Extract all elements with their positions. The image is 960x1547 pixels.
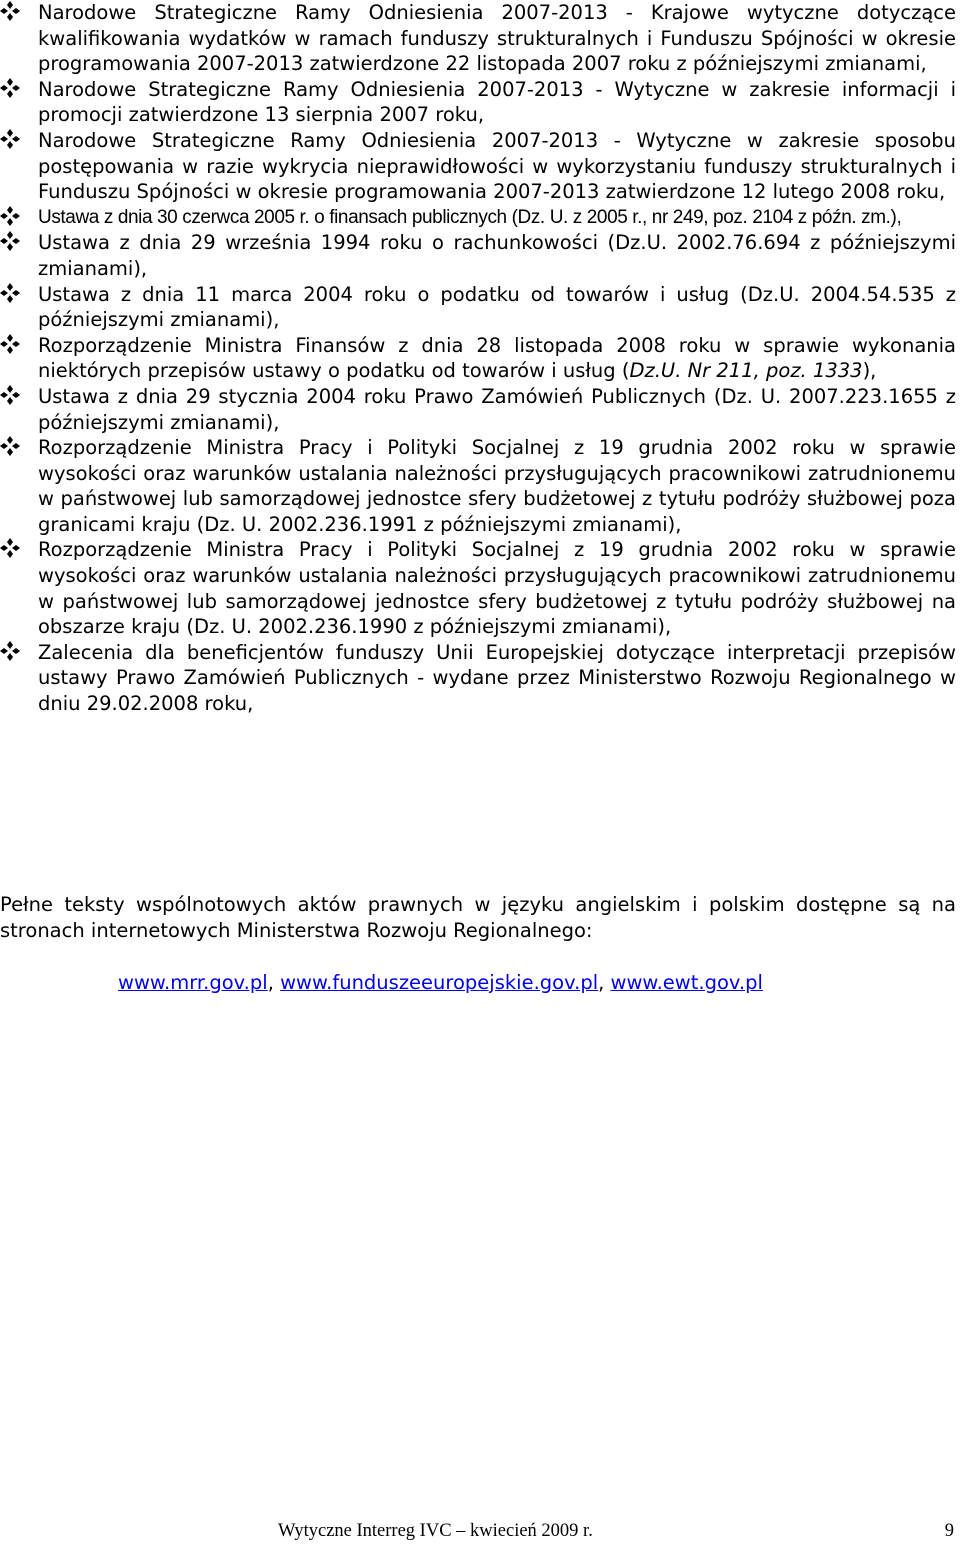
journal-reference: Dz.U. Nr 211, poz. 1333 — [629, 359, 863, 383]
list-item — [0, 230, 956, 281]
list-item — [0, 0, 956, 77]
closing-paragraph: Pełne teksty wspólnotowych aktów prawnych w języku angielskim i polskim dostępne są na stronach internetowych Ministerstwa Rozwoju Regionalnego: — [0, 893, 956, 942]
list-item-text-end: ), — [862, 359, 877, 383]
four-diamond-bullet-icon — [0, 334, 20, 354]
four-diamond-bullet-icon — [0, 538, 20, 558]
four-diamond-bullet-icon — [0, 641, 20, 661]
link-funduszeeuropejskie[interactable]: www.funduszeeuropejskie.gov.pl — [280, 971, 599, 994]
list-item — [0, 384, 956, 435]
four-diamond-bullet-icon — [0, 436, 20, 456]
list-item-text: Narodowe Strategiczne Ramy Odniesienia 2007-2013 - Wytyczne w zakresie sposobu postępowania w razie wykrycia nieprawidłowości w wykorzystaniu funduszy strukturalnych i Funduszu Spójności w okresie programowania 2007-2013 zatwierdzone 12 lutego 2008 roku, — [38, 128, 956, 204]
list-item-text: Ustawa z dnia 30 czerwca 2005 r. o finansach publicznych (Dz. U. z 2005 r., nr 249, poz. 2104 z późn. zm.), — [38, 206, 902, 228]
four-diamond-bullet-icon — [0, 78, 20, 98]
list-item-text: Rozporządzenie Ministra Finansów z dnia 28 listopada 2008 roku w sprawie wykonania niektórych przepisów ustawy o podatku od towarów i usług ( — [38, 333, 956, 383]
list-item — [0, 640, 956, 717]
list-item — [0, 537, 956, 639]
four-diamond-bullet-icon — [0, 231, 20, 251]
list-item — [0, 333, 956, 384]
link-ewt[interactable]: www.ewt.gov.pl — [610, 971, 763, 994]
link-separator: , — [598, 971, 611, 994]
list-item-text: Narodowe Strategiczne Ramy Odniesienia 2007-2013 - Wytyczne w zakresie informacji i promocji zatwierdzone 13 sierpnia 2007 roku, — [38, 77, 956, 127]
list-item-text: Ustawa z dnia 11 marca 2004 roku o podatku od towarów i usług (Dz.U. 2004.54.535 z późniejszymi zmianami), — [38, 282, 956, 332]
link-separator: , — [267, 971, 281, 994]
list-item — [0, 205, 956, 231]
four-diamond-bullet-icon — [0, 1, 20, 21]
four-diamond-bullet-icon — [0, 129, 20, 149]
list-item-text: Ustawa z dnia 29 stycznia 2004 roku Prawo Zamówień Publicznych (Dz. U. 2007.223.1655 z późniejszymi zmianami), — [38, 384, 956, 434]
four-diamond-bullet-icon — [0, 385, 20, 405]
list-item-text: Narodowe Strategiczne Ramy Odniesienia 2007-2013 - Krajowe wytyczne dotyczące kwalifikowania wydatków w ramach funduszy strukturalnych i Funduszu Spójności w okresie programowania 2007-2013 zatwierdzone 22 listopada 2007 roku z późniejszymi zmianami, — [38, 1, 956, 76]
list-item-text: Rozporządzenie Ministra Pracy i Polityki Socjalnej z 19 grudnia 2002 roku w sprawie wysokości oraz warunków ustalania należności przysługujących pracownikowi zatrudnionemu w państwowej lub samorządowej jednostce sfery budżetowej z tytułu podróży służbowej poza granicami kraju (Dz. U. 2002.236.1991 z późniejszymi zmianami), — [38, 436, 956, 536]
list-item — [0, 282, 956, 333]
list-item-text: Ustawa z dnia 29 września 1994 roku o rachunkowości (Dz.U. 2002.76.694 z późniejszymi zmianami), — [38, 231, 956, 280]
list-item — [0, 77, 956, 128]
legal-acts-list — [0, 0, 956, 717]
list-item-text: Zalecenia dla beneficjentów funduszy Unii Europejskiej dotyczące interpretacji przepisów ustawy Prawo Zamówień Publicznych - wydane przez Ministerstwo Rozwoju Regionalnego w dniu 29.02.2008 roku, — [38, 640, 956, 716]
list-item — [0, 128, 956, 205]
list-item — [0, 435, 956, 537]
four-diamond-bullet-icon — [0, 206, 20, 226]
four-diamond-bullet-icon — [0, 283, 20, 303]
list-item-text: Rozporządzenie Ministra Pracy i Polityki Socjalnej z 19 grudnia 2002 roku w sprawie wysokości oraz warunków ustalania należności przysługujących pracownikowi zatrudnionemu w państwowej lub samorządowej jednostce sfery budżetowej z tytułu podróży służbowej na obszarze kraju (Dz. U. 2002.236.1990 z późniejszymi zmianami), — [38, 538, 956, 639]
page-number: 9 — [944, 1521, 954, 1541]
link-mrr[interactable]: www.mrr.gov.pl — [118, 971, 268, 994]
footer-title: Wytyczne Interreg IVC – kwiecień 2009 r. — [278, 1521, 593, 1541]
links-line — [118, 970, 763, 996]
